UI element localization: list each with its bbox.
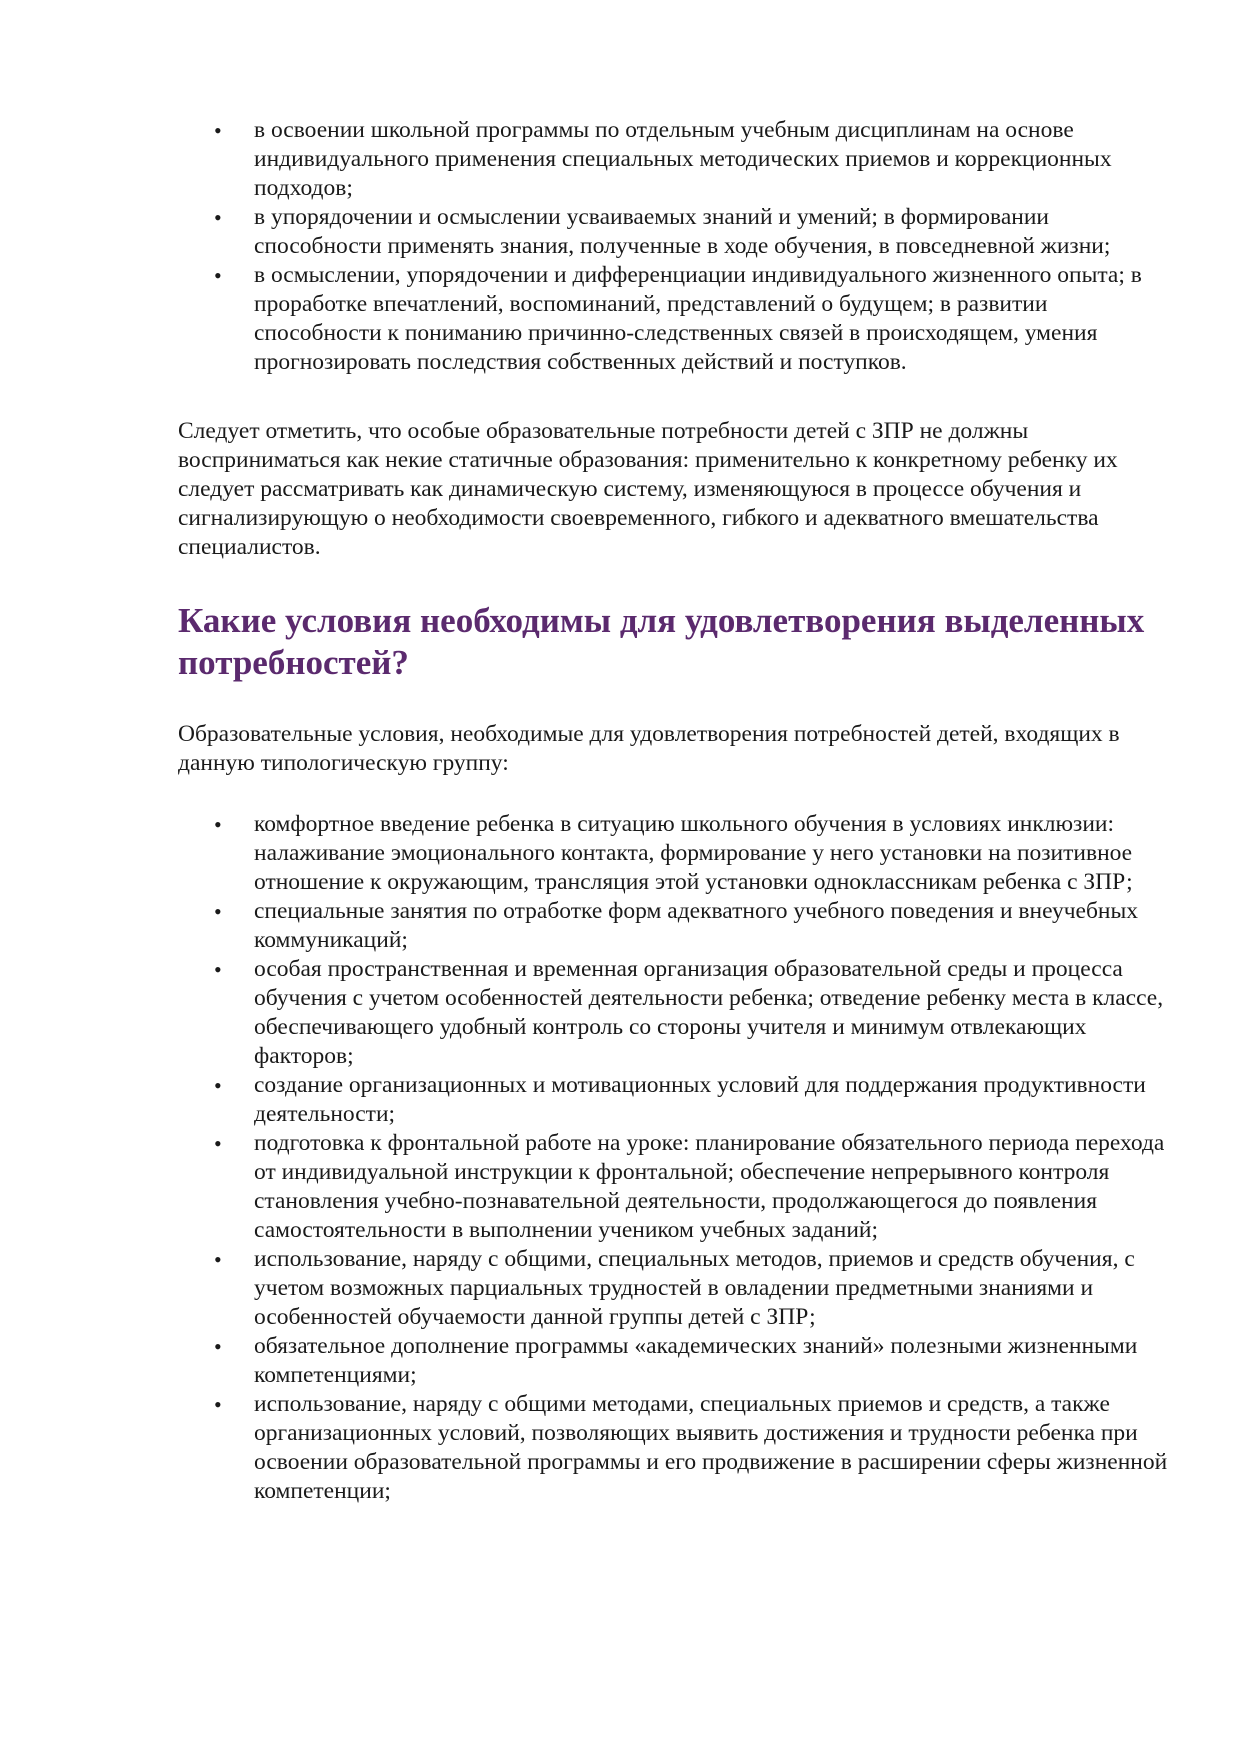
list-item-text: в осмыслении, упорядочении и дифференциации индивидуального жизненного опыта; в проработке впечатлений, воспоминаний, представлений о будущем; в развитии способности к пониманию причинно-следственных связей в происходящем, умения прогнозировать последствия собственных действий и поступков. <box>254 262 1142 375</box>
list-item-text: обязательное дополнение программы «академических знаний» полезными жизненными компетенциями; <box>254 1333 1138 1388</box>
list-item-text: создание организационных и мотивационных условий для поддержания продуктивности деятельности; <box>254 1072 1146 1127</box>
list-item-text: особая пространственная и временная организация образовательной среды и процесса обучения с учетом особенностей деятельности ребенка; отведение ребенку места в классе, обеспечивающего удобный контроль со стороны учителя и минимум отвлекающих факторов; <box>254 956 1164 1069</box>
section-heading: Какие условия необходимы для удовлетворения выделенных потребностей? <box>178 601 1145 682</box>
page-content <box>178 116 1168 1506</box>
list-item <box>178 955 1168 1071</box>
bullet-icon: • <box>214 812 222 837</box>
bullet-icon: • <box>214 1334 222 1359</box>
list-item <box>178 897 1168 955</box>
list-item <box>178 1390 1168 1506</box>
bullet-icon: • <box>214 1247 222 1272</box>
list-item <box>178 1245 1168 1332</box>
bullet-icon: • <box>214 263 222 288</box>
list-item <box>178 1129 1168 1245</box>
list-item <box>178 810 1168 897</box>
paragraph-conditions-intro: Образовательные условия, необходимые для удовлетворения потребностей детей, входящих в данную типологическую группу: <box>178 721 1120 776</box>
list-item <box>178 116 1168 203</box>
bullet-icon: • <box>214 957 222 982</box>
bullet-icon: • <box>214 1392 222 1417</box>
list-item-text: в освоении школьной программы по отдельным учебным дисциплинам на основе индивидуального применения специальных методических приемов и коррекционных подходов; <box>254 117 1112 201</box>
paragraph-dynamic-needs: Следует отметить, что особые образовательные потребности детей с ЗПР не должны восприниматься как некие статичные образования: применительно к конкретному ребенку их следует рассматривать как динамическую систему, изменяющуюся в процессе обучения и сигнализирующую о необходимости своевременного, гибкого и адекватного вмешательства специалистов. <box>178 418 1118 560</box>
list-item <box>178 1071 1168 1129</box>
list-item-text: использование, наряду с общими, специальных методов, приемов и средств обучения, с учетом возможных парциальных трудностей в овладении предметными знаниями и особенностей обучаемости данной группы детей с ЗПР; <box>254 1246 1135 1330</box>
top-bullet-list <box>178 116 1168 377</box>
list-item <box>178 1332 1168 1390</box>
list-item <box>178 203 1168 261</box>
bullet-icon: • <box>214 1131 222 1156</box>
bullet-icon: • <box>214 118 222 143</box>
bullet-icon: • <box>214 1073 222 1098</box>
list-item-text: комфортное введение ребенка в ситуацию школьного обучения в условиях инклюзии: налаживание эмоционального контакта, формирование у него установки на позитивное отношение к окружающим, трансляция этой установки одноклассникам ребенка с ЗПР; <box>254 811 1133 895</box>
bullet-icon: • <box>214 899 222 924</box>
list-item-text: в упорядочении и осмыслении усваиваемых знаний и умений; в формировании способности применять знания, полученные в ходе обучения, в повседневной жизни; <box>254 204 1111 259</box>
list-item <box>178 261 1168 377</box>
list-item-text: подготовка к фронтальной работе на уроке: планирование обязательного периода перехода от индивидуальной инструкции к фронтальной; обеспечение непрерывного контроля становления учебно-познавательной деятельности, продолжающегося до появления самостоятельности в выполнении учеником учебных заданий; <box>254 1130 1165 1243</box>
bullet-icon: • <box>214 205 222 230</box>
conditions-bullet-list <box>178 810 1168 1506</box>
list-item-text: использование, наряду с общими методами, специальных приемов и средств, а также организационных условий, позволяющих выявить достижения и трудности ребенка при освоении образовательной программы и его продвижение в расширении сферы жизненной компетенции; <box>254 1391 1168 1504</box>
list-item-text: специальные занятия по отработке форм адекватного учебного поведения и внеучебных коммуникаций; <box>254 898 1139 953</box>
